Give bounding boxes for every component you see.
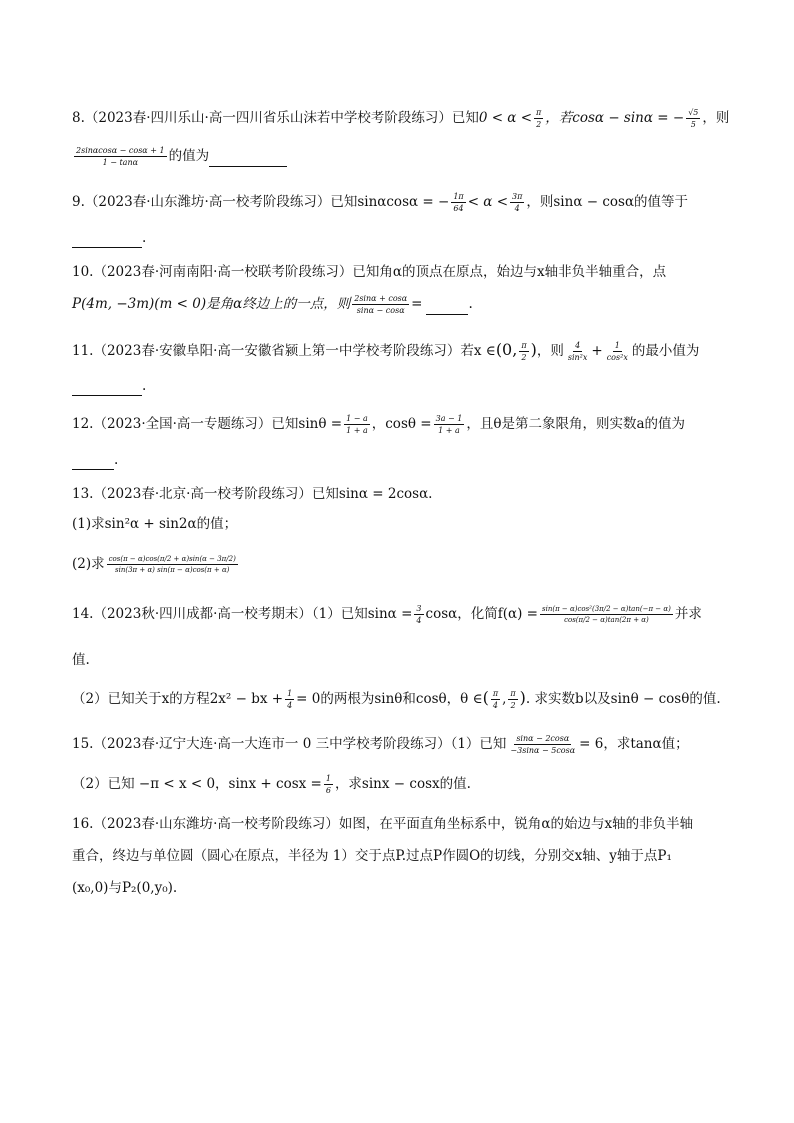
problem-9-line-1: 9.（2023春·山东潍坊·高一校考阶段练习）已知sinαcosα = − $\frac{1\pi}{64}$ < α < $\frac{3\pi}{4}$ ，则sinα − cosα的值等于 xyxy=(72,192,689,213)
problem-8-condition: 0 < α < xyxy=(478,110,533,126)
answer-blank xyxy=(72,381,142,396)
problem-12-text: 12.（2023·全国·高一专题练习）已知sinθ = xyxy=(72,416,343,432)
answer-blank xyxy=(209,152,287,167)
problem-8-given: ，若cosα − sinα = − xyxy=(545,110,685,126)
problem-11-line-2: . xyxy=(72,376,734,396)
answer-blank xyxy=(72,233,142,248)
problem-8-line-2: $\frac{2\sin\alpha\cos\alpha - \cos\alpha + 1}{1 - \tan\alpha}$ 的值为 xyxy=(72,146,734,167)
problem-9-text: 9.（2023春·山东潍坊·高一校考阶段练习）已知sinαcosα = − xyxy=(72,194,450,210)
problem-13-part-1: (1)求sin²α + sin2α的值； xyxy=(72,516,238,532)
problem-12-line-1: 12.（2023·全国·高一专题练习）已知sinθ = $\frac{1 - a}{1 + a}$ ，cosθ = $\frac{3a - 1}{1 + a}$ ，且θ是第二象限角，则实数a的值为 xyxy=(72,414,686,435)
problem-8-source: 8.（2023春·四川乐山·高一四川省乐山沫若中学校考阶段练习）已知 xyxy=(72,110,479,126)
problem-14-line-3: （2）已知关于x的方程2x² − bx + $\frac{1}{4}$ = 0的两根为sinθ和cosθ，θ ∈( $\frac{\pi}{4}$ , $\frac{\pi}{2}$ ). 求实数b以及sinθ − cosθ的值. xyxy=(72,688,721,710)
answer-blank xyxy=(426,300,468,315)
answer-blank xyxy=(72,455,114,470)
problem-11-line-1: 11.（2023春·安徽阜阳·高一安徽省颍上第一中学校考阶段练习）若x ∈(0, $\frac{\pi}{2}$ )，则 $\frac{4}{\text{sin²x}}$ + $\frac{1}{\text{cos²x}}$ 的最小值为 xyxy=(72,340,700,362)
fraction-pi-over-2: $\frac{\pi}{2}$ xyxy=(536,108,542,129)
problem-14-text: 14.（2023秋·四川成都·高一校考期末）（1）已知sinα = xyxy=(72,606,413,622)
problem-13-line-1 xyxy=(72,484,734,504)
problem-10-line-2: P(4m, −3m)(m < 0)是角α终边上的一点，则 $\frac{2\sin\alpha + \cos\alpha}{\sin\alpha - \cos\alpha}$ = . xyxy=(72,294,473,315)
problem-16-text: 16.（2023春·山东潍坊·高一校考阶段练习）如图，在平面直角坐标系中，锐角α的始边与x轴的非负半轴 xyxy=(72,816,694,832)
fraction-sqrt5-over-5: $\frac{√5}{5}$ xyxy=(688,108,699,129)
problem-11-text: 11.（2023春·安徽阜阳·高一安徽省颍上第一中学校考阶段练习）若x ∈ xyxy=(72,343,496,359)
problem-8-line-1: 8.（2023春·四川乐山·高一四川省乐山沫若中学校考阶段练习）已知0 < α < $\frac{\pi}{2}$ ，若cosα − sinα = − $\frac{√5}{5}$ ，则 xyxy=(72,108,730,129)
problem-9-line-2: . xyxy=(72,228,734,248)
problem-16-line-1 xyxy=(72,814,734,834)
problem-10-line-1 xyxy=(72,262,734,282)
problem-13-text: 13.（2023春·北京·高一校考阶段练习）已知sinα = 2cosα. xyxy=(72,486,433,502)
problem-13-part-2: (2)求 $\frac{\cos(\pi - \alpha)\cos(\pi/2 + \alpha)\sin(\alpha - 3\pi/2)}{\sin(3\pi + \alpha) \sin(\pi - \alpha)\cos(\pi + \alpha)}$ xyxy=(72,555,236,574)
problem-12-line-2: . xyxy=(72,450,734,470)
problem-15-line-2: （2）已知 −π < x < 0，sinx + cosx = $\frac{1}{6}$ ，求sinx − cosx的值. xyxy=(72,774,471,795)
problem-8-expression: $\frac{2\sin\alpha\cos\alpha - \cos\alpha + 1}{1 - \tan\alpha}$ xyxy=(76,146,165,167)
problem-15-text: 15.（2023春·辽宁大连·高一大连市一 0 三中学校考阶段练习）（1）已知 xyxy=(72,736,507,752)
problem-16-line-3: (x₀,0)与P₂(0,y₀). xyxy=(72,880,178,896)
problem-14-line-1: 14.（2023秋·四川成都·高一校考期末）（1）已知sinα = $\frac{3}{4}$ cosα，化简f(α) = $\frac{\text{sin(π − α)cos²(3π/2 − α)tan(−π − α)}}{\cos(\pi/2 - \alpha)\tan(2\pi + \alpha)}$ 并求 xyxy=(72,604,702,625)
problem-10-text: 10.（2023春·河南南阳·高一校联考阶段练习）已知角α的顶点在原点，始边与x轴非负半轴重合，点 xyxy=(72,264,667,280)
problem-15-line-1: 15.（2023春·辽宁大连·高一大连市一 0 三中学校考阶段练习）（1）已知 $\frac{\sin\alpha - 2\cos\alpha}{-3\sin\alpha - 5\cos\alpha}$ = 6，求tanα值； xyxy=(72,734,689,755)
problem-16-line-2: 重合，终边与单位圆（圆心在原点，半径为 1）交于点P.过点P作圆O的切线，分别交x轴、y轴于点P₁ xyxy=(72,848,672,864)
problem-14-line-2: 值. xyxy=(72,652,90,668)
